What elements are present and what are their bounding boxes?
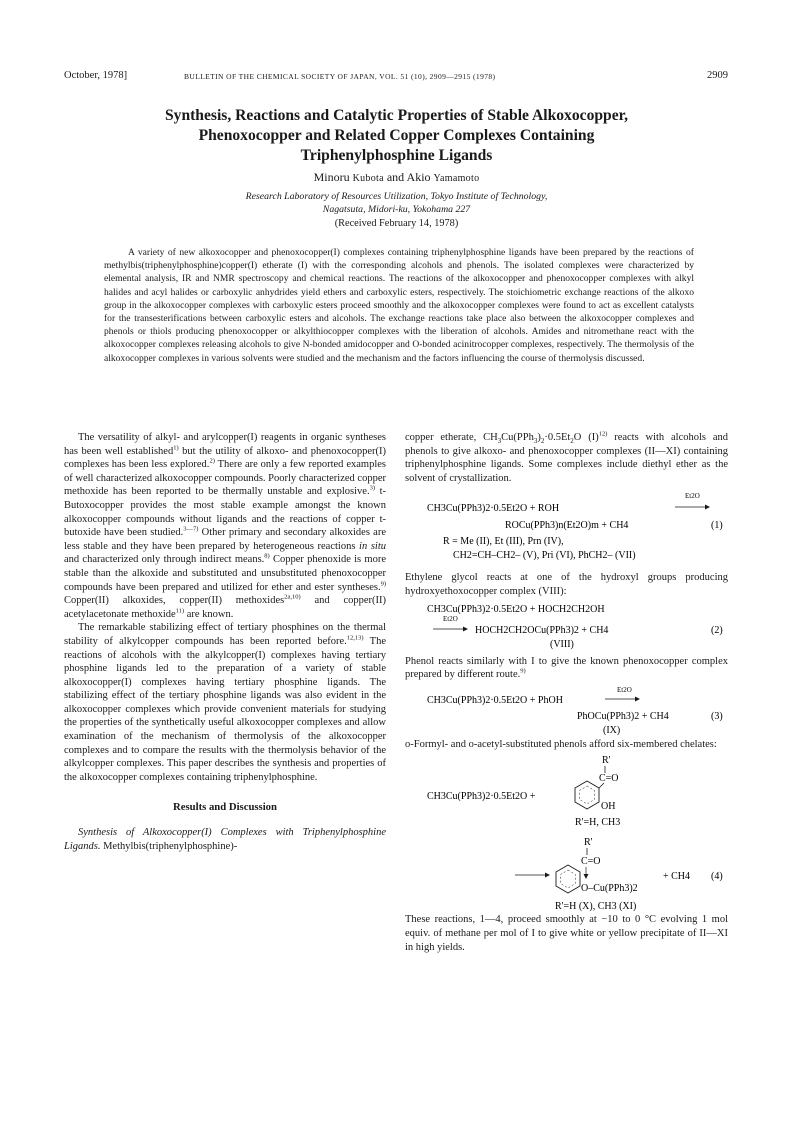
eq3-products: PhOCu(PPh3)2 + CH4 <box>577 710 669 722</box>
eq2-products: HOCH2CH2OCu(PPh3)2 + CH4 <box>475 624 609 636</box>
eq2-reactants: CH3Cu(PPh3)2·0.5Et2O + HOCH2CH2OH <box>427 603 605 615</box>
equation-2 <box>405 599 728 655</box>
eq2-solvent: Et2O <box>443 614 458 623</box>
eq3-arrow-head <box>635 696 640 701</box>
author-1-last: Kubota <box>352 173 384 184</box>
eq1-number: (1) <box>711 520 723 532</box>
equation-3 <box>405 682 728 738</box>
affiliation <box>60 190 733 216</box>
eq3-reactants: CH3Cu(PPh3)2·0.5Et2O + PhOH <box>427 694 563 706</box>
section-heading: Results and Discussion <box>173 801 277 814</box>
left-column <box>64 431 386 853</box>
title-line-1: Synthesis, Reactions and Catalytic Properties of Stable Alkoxocopper, <box>164 107 629 124</box>
results-paragraph-3: Phenol reacts similarly with I to give the known phenoxocopper complex prepared by different route.$^{9)}$ <box>405 655 728 681</box>
equation-4-svg <box>405 751 728 913</box>
equation-4 <box>405 751 728 913</box>
paper-title <box>60 106 733 166</box>
eq1-solvent: Et2O <box>685 492 700 501</box>
eq2-arrow-head <box>463 626 468 631</box>
eq4-arrow-head <box>545 873 550 878</box>
eq4-sub-label: R' <box>602 755 611 767</box>
header-journal: BULLETIN OF THE CHEMICAL SOCIETY OF JAPAN, VOL. 51 (10), 2909—2915 (1978) <box>184 72 496 81</box>
eq4-product-ring <box>556 865 580 893</box>
eq4-product-cu: O–Cu(PPh3)2 <box>581 883 638 895</box>
authors <box>60 170 733 185</box>
author-1-first: Minoru <box>313 170 353 184</box>
eq4-pdef: R'=H (X), CH3 (XI) <box>555 901 637 913</box>
eq4-benzene-ring <box>575 781 599 809</box>
eq4-rdef: R'=H, CH3 <box>575 817 621 829</box>
eq4-products-tail: + CH4 <box>663 871 691 883</box>
equation-2-svg <box>405 599 728 655</box>
eq2-label: (VIII) <box>550 638 574 650</box>
abstract: A variety of new alkoxocopper and phenoxocopper(I) complexes containing triphenylphosphine ligands have been prepared by the reactions of methylbis(triphenylphosphine)copper(I) etherate (I) with the corresponding alcohols and phenols. The isolated complexes were characterized by elemental analysis, IR and NMR spectroscopy and chemical reactions. The reactions of the alkoxocopper and phenoxocopper complexes with alkyl halides and acyl halides or carboxylic anhydrides yield ethers and carboxylic esters, respectively. The stoichiometric exchange reactions of the alkoxo group in the alkoxocopper complexes with carboxylic esters proceed smoothly and the alkoxocopper complexes were found to act as excellent catalysts for the transesterifications between carboxylic esters and alcohols. The exchange reactions take place also between the alkoxocopper complexes and phenols or thiols producing phenoxocopper or alkylthiocopper complexes with the liberation of alcohols. Amides and nitromethane react with the alkoxocopper complexes releasing alcohols to give N-bonded amidocopper and O-bonded acinitrocopper complexes, respectively. The thermolysis of the alkoxocopper complexes in various solvents were studied and the mechanism and the factors influencing the course of thermolysis discussed. <box>104 247 694 364</box>
eq4-product-carbonyl: C=O <box>581 856 601 868</box>
received-date: (Received February 14, 1978) <box>334 218 459 229</box>
author-conjunction: and <box>383 170 407 184</box>
author-2-first: Akio <box>406 170 434 184</box>
eq3-label: (IX) <box>603 724 621 736</box>
eq3-number: (3) <box>711 710 723 722</box>
affiliation-line-2: Nagatsuta, Midori-ku, Yokohama 227 <box>322 204 471 215</box>
eq1-products: ROCu(PPh3)n(Et2O)m + CH4 <box>505 520 629 532</box>
equation-1-svg <box>405 491 728 571</box>
eq4-reactant-text: CH3Cu(PPh3)2·0.5Et2O + <box>427 791 536 803</box>
eq1-rdef-1: R = Me (II), Et (III), Prn (IV), <box>443 536 564 548</box>
results-paragraph-continued: copper etherate, $CH_3Cu(PPh_3)_2\cdot 0.5Et_2O$ $(I)^{12)}$ reacts with alcohols and phenols to give alkoxo- and phenoxocopper complexes (II—XI) containing triphenylphosphine ligands. Some complexes include diethyl ether as the solvent of crystallization. <box>405 430 728 484</box>
eq4-product-sub-label: R' <box>584 837 593 849</box>
results-paragraph-4: o-Formyl- and o-acetyl-substituted phenols afford six-membered chelates: <box>405 738 717 750</box>
eq2-number: (2) <box>711 624 723 636</box>
eq4-carbonyl: C=O <box>599 773 619 785</box>
header-date: October, 1978] <box>64 70 128 81</box>
results-paragraph-5: These reactions, 1—4, proceed smoothly at −10 to 0 °C evolving 1 mol equiv. of methane per mol of I to give white or yellow precipitate of II—XI in high yields. <box>405 914 728 953</box>
title-line-2: Phenoxocopper and Related Copper Complexes Containing <box>198 127 595 144</box>
results-paragraph-2: Ethylene glycol reacts at one of the hydroxyl groups producing hydroxyethoxocopper complex (VIII): <box>405 572 728 597</box>
eq1-rdef-2: CH2=CH–CH2– (V), Pri (VI), PhCH2– (VII) <box>453 550 636 562</box>
equation-1 <box>405 491 728 571</box>
author-2-last: Yamamoto <box>433 173 480 184</box>
eq4-benzene-inner <box>580 786 595 804</box>
intro-paragraph-1: The versatility of alkyl- and arylcopper(I) reagents in organic syntheses has been well established$^{1)}$ but the utility of alkoxo- and phenoxocopper(I) complexes has been less explored.$^{2)}$ There are only a few reported examples of well characterized alkoxocopper compounds. Poorly characterized copper methoxide has been reported to be thermally unstable and explosive.$^{3)}$ t-Butoxocopper provides the most stable example amongst the known alkoxocopper compounds without ligands and the reactions of copper t-butoxide have been studied.$^{3—7)}$ Other primary and secondary alkoxides are less stable and they have been prepared by heterogeneous reactions in situ and characterized only through indirect means.$^{8)}$ Copper phenoxide is more stable than the alkoxide and substituted and unsubstituted phenoxocopper compounds have been prepared and utilized for ether and ester syntheses.$^{9)}$ Copper(II) alkoxides, copper(II) methoxides$^{2a,10)}$ and copper(II) acetylacetonate methoxide$^{11)}$ are known. <box>64 432 387 620</box>
intro-paragraph-2: The remarkable stabilizing effect of tertiary phosphines on the thermal stability of alkylcopper compounds has been reported before.$^{12,13)}$ The reactions of alcohols with the alkylcopper(I) complexes having tertiary phosphine ligands led to the preparation of a variety of stable alkoxocopper(I) complexes having tertiary phosphine ligands. The stabilizing effect of the tertiary phosphine ligands was also evident in the alkoxocopper complexes which provide convenient materials for studying the properties of the synthetically useful alkoxocopper complexes and allow examination of the mechanism of thermolysis of the alkoxocopper complexes and to compare the results with the thermolysis behavior of the alkylcopper complexes. This paper describes the synthesis and properties of the alkoxocopper complexes containing triphenylphosphine. <box>64 622 386 783</box>
affiliation-line-1: Research Laboratory of Resources Utilization, Tokyo Institute of Technology, <box>245 191 548 202</box>
eq4-product-ring-inner <box>561 870 576 888</box>
eq4-number: (4) <box>711 871 723 883</box>
results-paragraph-1: Synthesis of Alkoxocopper(I) Complexes with Triphenylphosphine Ligands. Methylbis(triphenylphosphine)- <box>64 827 386 852</box>
eq4-oh: OH <box>601 801 616 813</box>
eq3-solvent: Et2O <box>617 685 632 694</box>
eq1-reactants: CH3Cu(PPh3)2·0.5Et2O + ROH <box>427 503 560 515</box>
title-line-3: Triphenylphosphine Ligands <box>300 147 493 164</box>
right-column <box>405 431 728 954</box>
eq1-arrow-head <box>705 505 710 510</box>
eq4-coordination-head <box>584 874 589 879</box>
equation-3-svg <box>405 682 728 738</box>
header-page-number: 2909 <box>707 70 728 81</box>
